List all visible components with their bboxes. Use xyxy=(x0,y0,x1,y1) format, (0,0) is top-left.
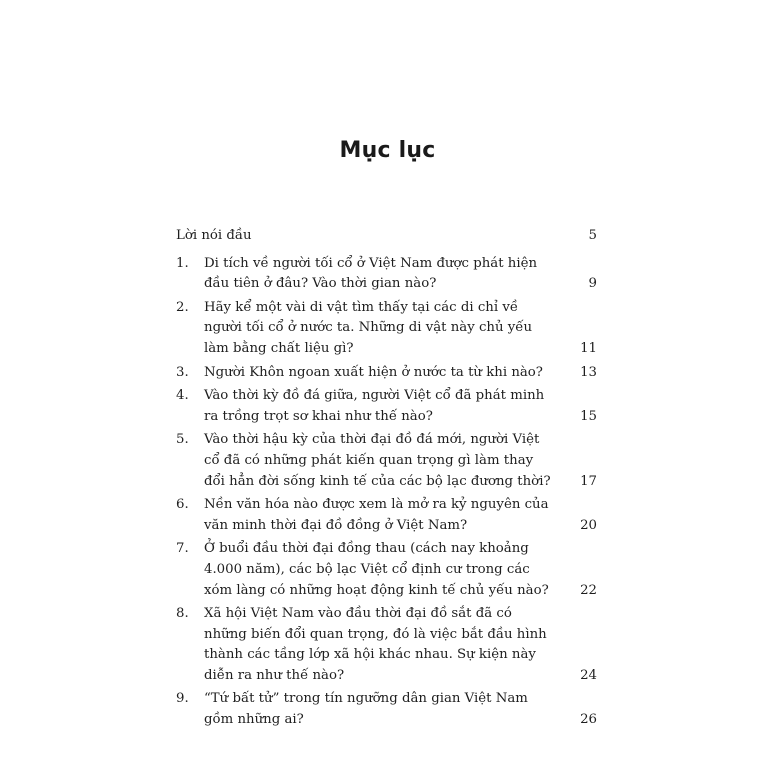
toc-entry-number: 4. xyxy=(176,388,189,404)
toc-entry-title: Hãy kể một vài di vật tìm thấy tại các di chỉ về người tối cổ ở nước ta. Những di vật này chủ yếu làm bằng chất liệu gì? xyxy=(204,299,533,356)
toc-entry-number: 3. xyxy=(176,364,189,380)
toc-entry-title: Di tích về người tối cổ ở Việt Nam được phát hiện đầu tiên ở đâu? Vào thời gian nào? xyxy=(204,255,538,292)
toc-page-number: 13 xyxy=(580,364,597,380)
toc-page-number: 26 xyxy=(580,712,597,728)
toc-entry-title: “Tứ bất tử” trong tín ngưỡng dân gian Việt Nam gồm những ai? xyxy=(204,691,528,728)
toc-page-number: 9 xyxy=(588,276,597,292)
toc-page-number: 20 xyxy=(580,517,597,533)
toc-entry[interactable] xyxy=(176,495,597,536)
toc-entry[interactable] xyxy=(176,539,597,601)
toc-entry-title: Vào thời kỳ đồ đá giữa, người Việt cổ đã phát minh ra trồng trọt sơ khai như thế nào? xyxy=(204,388,545,424)
toc-entry-number: 1. xyxy=(176,255,189,271)
toc-entry[interactable] xyxy=(176,386,597,427)
toc-entry[interactable] xyxy=(176,254,597,295)
toc-entry-number: 6. xyxy=(176,497,189,513)
toc-entry-number: 5. xyxy=(176,432,189,448)
table-of-contents xyxy=(176,226,597,734)
toc-entry[interactable] xyxy=(176,689,597,730)
toc-entry[interactable] xyxy=(176,604,597,686)
toc-entry-number: 2. xyxy=(176,299,189,315)
toc-entry[interactable] xyxy=(176,430,597,492)
toc-page-number: 24 xyxy=(580,667,597,683)
toc-page-number: 17 xyxy=(580,473,597,489)
toc-page-number: 22 xyxy=(580,582,597,598)
toc-entry[interactable] xyxy=(176,298,597,360)
toc-entry[interactable] xyxy=(176,363,597,384)
toc-entry-number: 7. xyxy=(176,541,189,557)
toc-entry-title: Lời nói đầu xyxy=(176,228,252,243)
toc-entry-title: Người Khôn ngoan xuất hiện ở nước ta từ khi nào? xyxy=(204,364,543,380)
toc-page-number: 15 xyxy=(580,408,597,424)
page-title: Mục lục xyxy=(339,138,436,163)
toc-entry-title: Vào thời hậu kỳ của thời đại đồ đá mới, người Việt cổ đã có những phát kiến quan trọng gì làm thay đổi hẳn đời sống kinh tế của các bộ lạc đương thời? xyxy=(204,432,551,489)
toc-page-number: 11 xyxy=(580,340,597,356)
toc-entry-preface[interactable] xyxy=(176,226,597,247)
toc-page-number: 5 xyxy=(588,228,597,243)
toc-entry-number: 8. xyxy=(176,606,189,622)
toc-entry-title: Xã hội Việt Nam vào đầu thời đại đồ sắt đã có những biến đổi quan trọng, đó là việc bắt đầu hình thành các tầng lớp xã hội khác nhau. Sự kiện này diễn ra như thế nào? xyxy=(204,606,547,683)
toc-entry-title: Ở buổi đầu thời đại đồng thau (cách nay khoảng 4.000 năm), các bộ lạc Việt cổ định cư trong các xóm làng có những hoạt động kinh tế chủ yếu nào? xyxy=(204,541,549,598)
toc-entry-title: Nền văn hóa nào được xem là mở ra kỷ nguyên của văn minh thời đại đồ đồng ở Việt Nam? xyxy=(204,497,549,533)
toc-entry-number: 9. xyxy=(176,691,189,707)
